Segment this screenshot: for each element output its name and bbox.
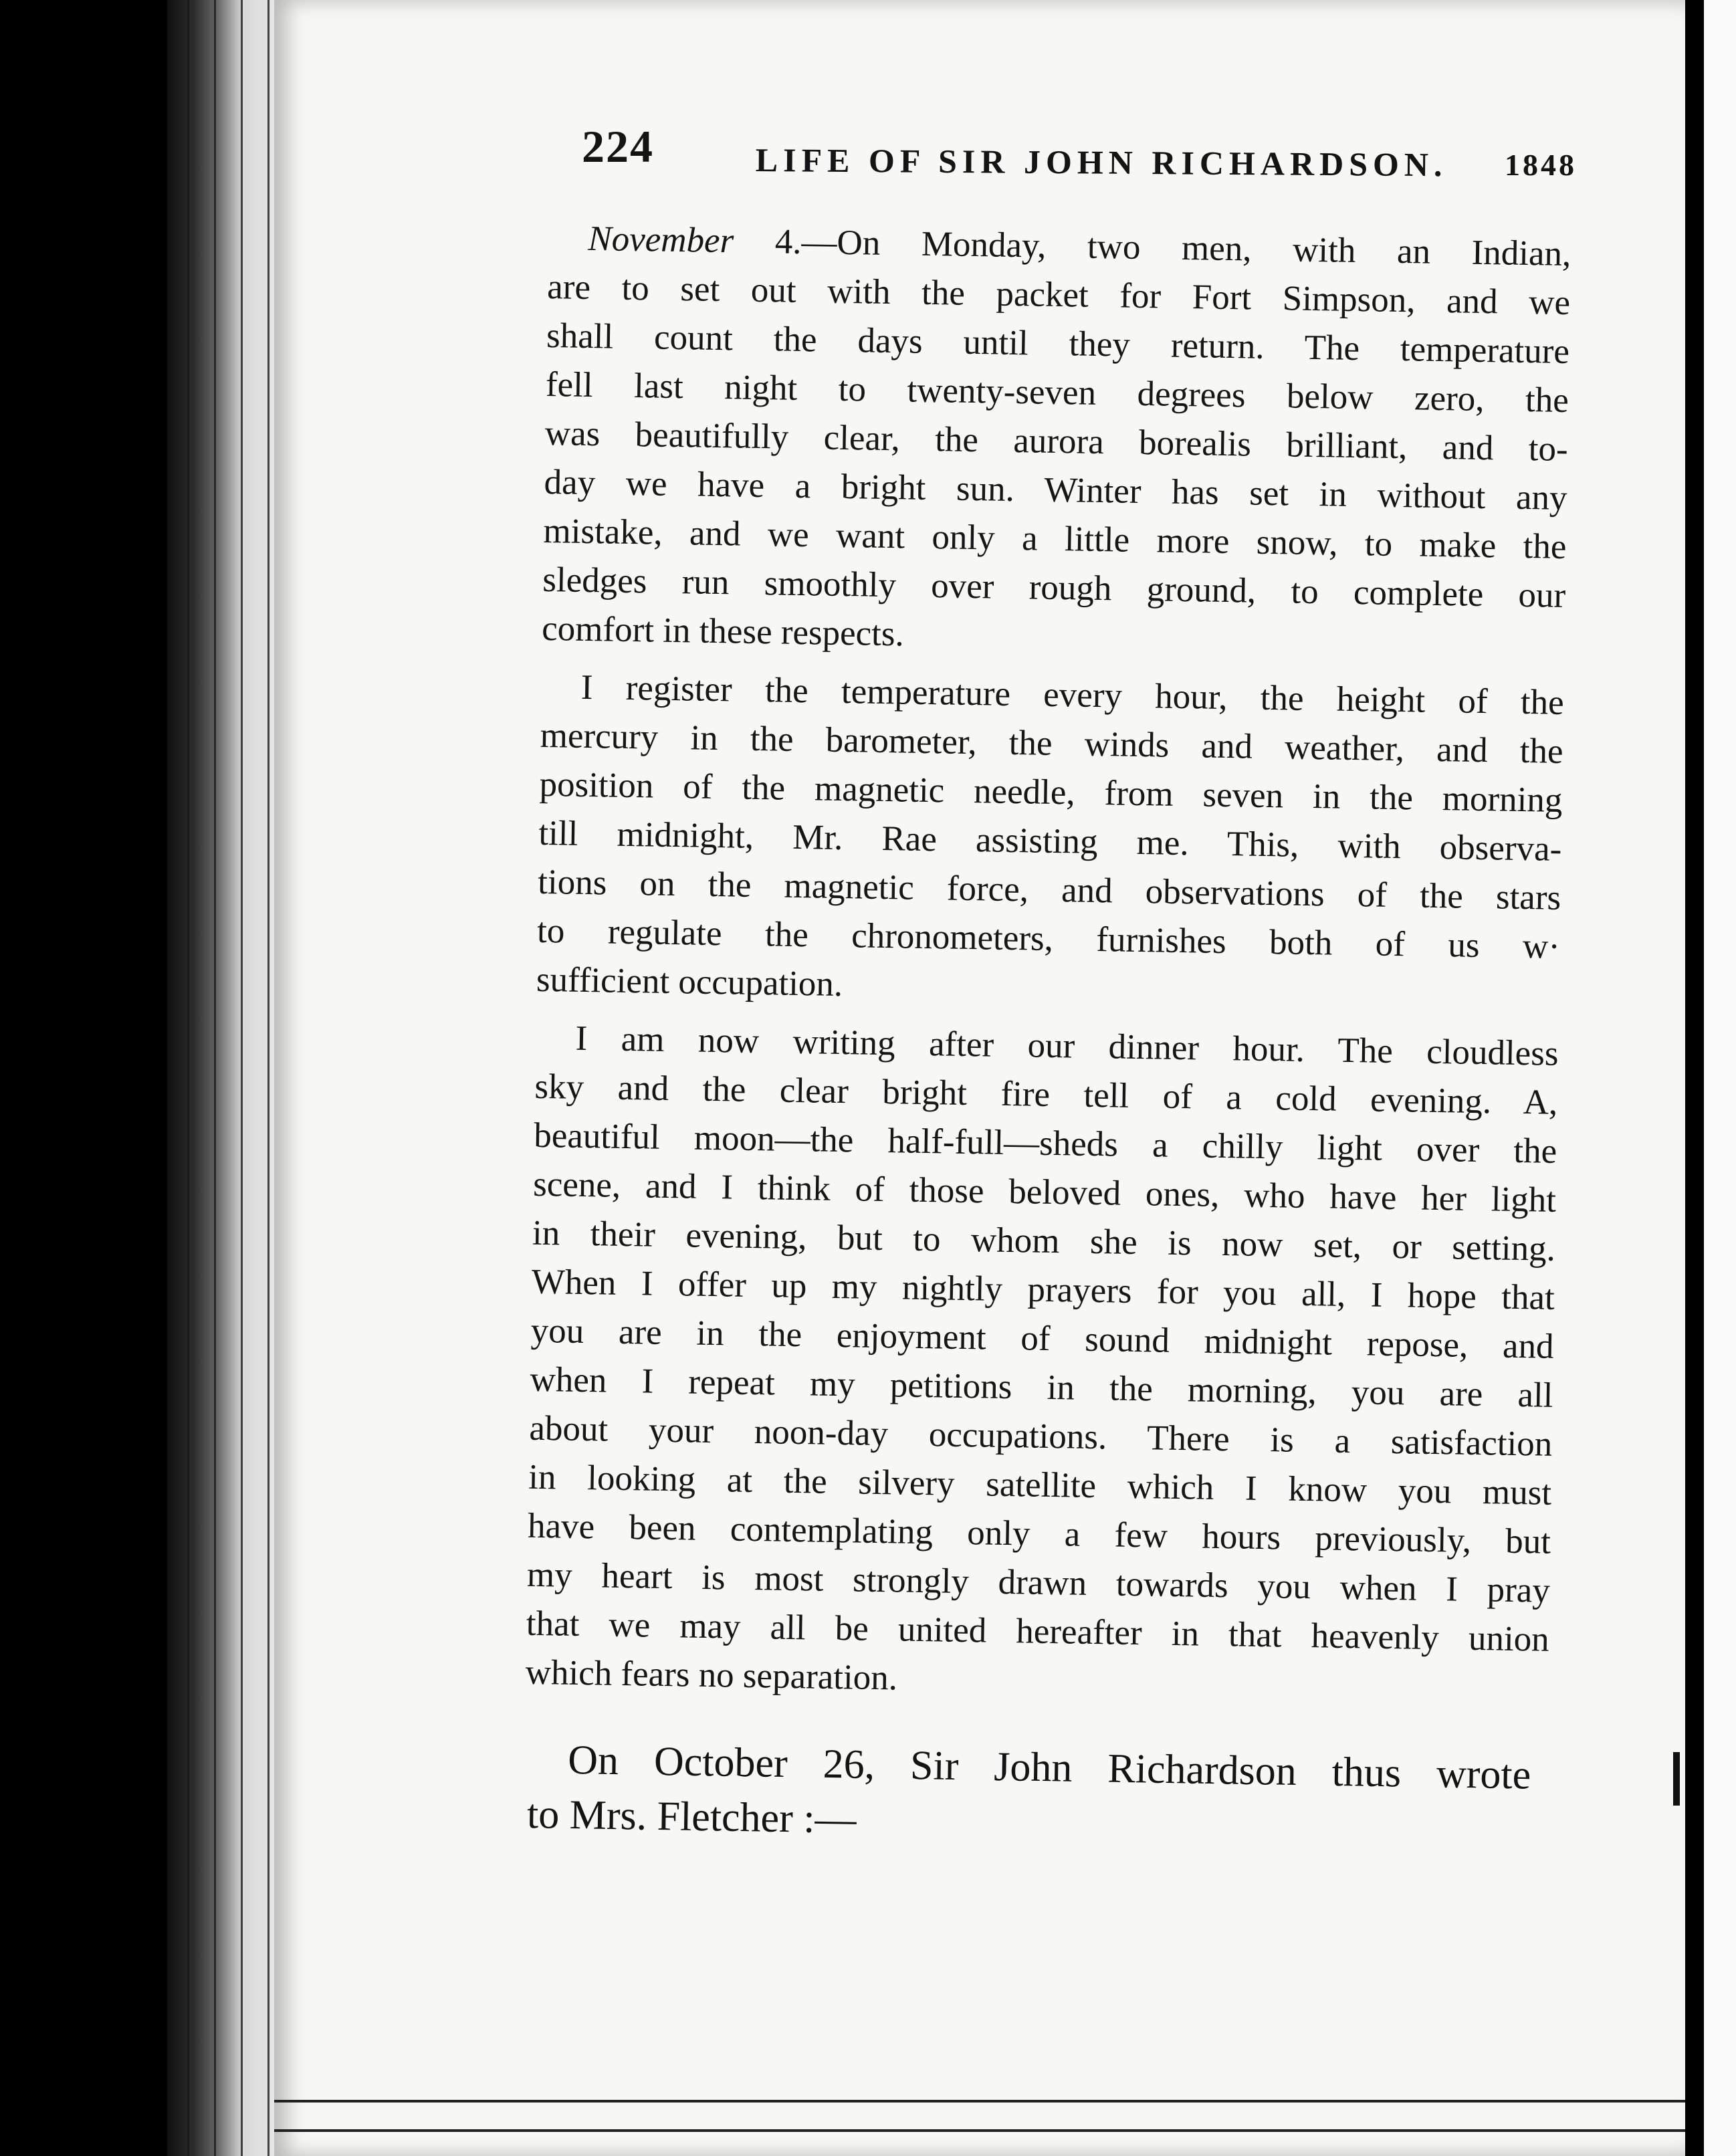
text-line: you are in the enjoyment of sound midnight repose, and [530,1311,1555,1366]
paragraph [525,1014,1559,1713]
text-line: sufficient occupation. [536,960,843,1004]
text-line: When I offer up my nightly prayers for you all, I hope that [531,1262,1555,1317]
text-line: sky and the clear bright fire tell of a cold evening. A, [534,1067,1558,1122]
text-line: tions on the magnetic force, and observations of the stars [537,862,1561,918]
text-line: which fears no separation. [525,1652,898,1698]
closing-introduction [526,1732,1531,1858]
body-text [525,214,1571,1713]
facing-page-edge [1704,0,1736,2156]
edge-line [241,0,243,2156]
edge-line [187,0,189,2156]
edge-mark [1673,1752,1680,1806]
text-line: to regulate the chronometers, furnishes both of us w· [536,911,1561,966]
text-line: that we may all be united hereafter in that heavenly union [526,1604,1550,1659]
date-lead: November [587,219,734,261]
text-line: sledges run smoothly over rough ground, to complete our [542,560,1566,615]
text-line: till midnight, Mr. Rae assisting me. This, with observa- [538,813,1562,869]
paragraph [536,663,1564,1020]
text-line: my heart is most strongly drawn towards you when I pray [526,1555,1551,1610]
text-line: position of the magnetic needle, from seven in the morning [539,764,1563,820]
running-year: 1848 [1505,148,1577,182]
text-line: are to set out with the packet for Fort Simpson, and we [546,267,1571,323]
page-bottom-edge [274,2100,1685,2132]
text-line: I register the temperature every hour, the height of the [580,667,1565,722]
text-line: beautiful moon—the half-full—sheds a chilly light over the [533,1115,1557,1171]
text-line: scene, and I think of those beloved ones, who have her light [532,1164,1557,1220]
text-fragment: 4.—On Monday, two men, with an Indian, [733,221,1571,274]
text-line: about your noon-day occupations. There is a satisfaction [529,1408,1553,1464]
text-line: shall count the days until they return. The temperature [546,316,1570,372]
text-line: when I repeat my petitions in the morning, you are all [530,1360,1553,1415]
text-line: fell last night to twenty-seven degrees below zero, the [545,364,1569,420]
text-line: I am now writing after our dinner hour. The cloudless [575,1018,1559,1073]
text-line: in looking at the silvery satellite which I know you must [528,1457,1552,1513]
page-number: 224 [582,121,654,172]
text-line: to Mrs. Fletcher :— [526,1791,857,1842]
text-line: was beautifully clear, the aurora borealis brilliant, and to- [544,413,1569,469]
text-line: On October 26, Sir John Richardson thus wrote [567,1737,1531,1798]
edge-line [267,0,269,2156]
text-line: comfort in these respects. [541,609,905,654]
edge-line [214,0,216,2156]
running-header [582,120,1585,194]
text-line: mercury in the barometer, the winds and weather, and the [540,716,1564,771]
text-line: day we have a bright sun. Winter has set in without any [544,462,1567,518]
text-line: in their evening, but to whom she is now set, or setting. [532,1213,1556,1269]
running-title: LIFE OF SIR JOHN RICHARDSON. [755,140,1448,184]
text-line: mistake, and we want only a little more snow, to make the [543,511,1567,566]
paragraph [542,214,1571,669]
text-line: have been contemplating only a few hours previously, but [527,1506,1551,1561]
